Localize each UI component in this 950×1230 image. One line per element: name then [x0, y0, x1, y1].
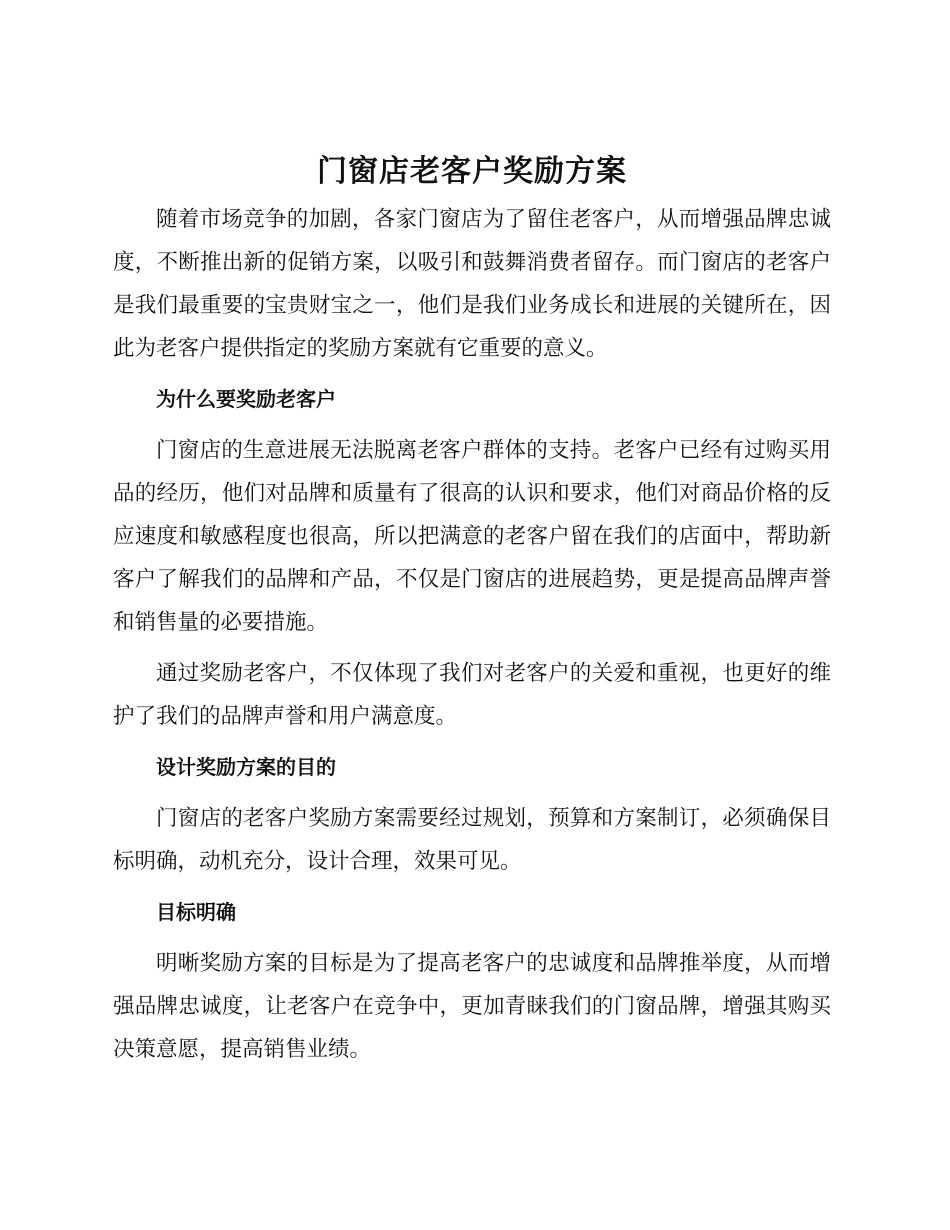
section-heading-design-purpose: 设计奖励方案的目的: [156, 755, 336, 779]
paragraph-reward-benefit: 通过奖励老客户，不仅体现了我们对老客户的关爱和重视，也更好的维护了我们的品牌声誉和用户满意度。: [113, 661, 831, 729]
document-body: [113, 150, 831, 1079]
section-heading-why-reward: 为什么要奖励老客户: [156, 387, 336, 411]
paragraph-clear-goal: 明晰奖励方案的目标是为了提高老客户的忠诚度和品牌推举度，从而增强品牌忠诚度，让老客户在竞争中，更加青睐我们的门窗品牌，增强其购买决策意愿，提高销售业绩。: [113, 951, 831, 1062]
section-heading-clear-goal: 目标明确: [156, 900, 236, 924]
document-title: 门窗店老客户奖励方案: [317, 154, 627, 189]
paragraph-why-reward: 门窗店的生意进展无法脱离老客户群体的支持。老客户已经有过购买用品的经历，他们对品牌和质量有了很高的认识和要求，他们对商品价格的反应速度和敏感程度也很高，所以把满意的老客户留在我们的店面中，帮助新客户了解我们的品牌和产品，不仅是门窗店的进展趋势，更是提高品牌声誉和销售量的必要措施。: [113, 438, 831, 635]
paragraph-design-purpose: 门窗店的老客户奖励方案需要经过规划，预算和方案制订，必须确保目标明确，动机充分，设计合理，效果可见。: [113, 806, 831, 874]
intro-paragraph: 随着市场竞争的加剧，各家门窗店为了留住老客户，从而增强品牌忠诚度，不断推出新的促销方案，以吸引和鼓舞消费者留存。而门窗店的老客户是我们最重要的宝贵财宝之一，他们是我们业务成长和进展的关键所在，因此为老客户提供指定的奖励方案就有它重要的意义。: [113, 207, 831, 361]
